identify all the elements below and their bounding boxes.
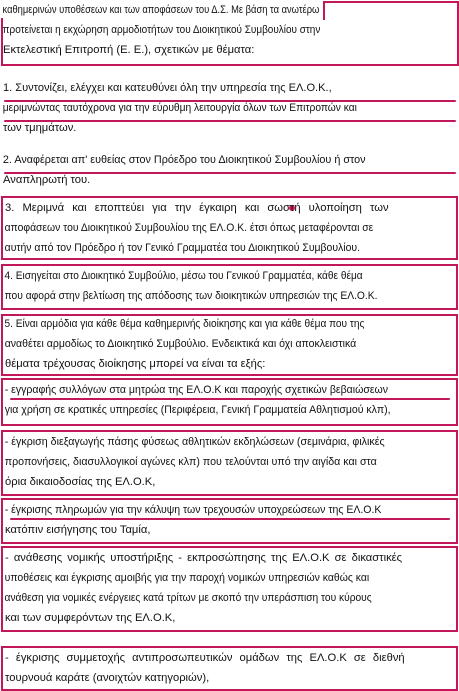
text-line: αυτήν από τον Πρόεδρο ή τον Γενικό Γραμματέα του Διοικητικού Συμβουλίου. (4, 242, 360, 254)
text-line: που αφορά στην βελτίωση της απόδοσης των διοικητικών υπηρεσιών της ΕΛ.Ο.Κ. (4, 290, 378, 302)
text-line: όρια δικαιοδοσίας της ΕΛ.Ο.Κ, (5, 476, 156, 488)
text-line: ανάθεση για νομικές ενέργειες κατά τρίτων με σκοπό την υπεράσπιση του κύρους (4, 592, 372, 604)
text-line: καθημερινών υποθέσεων και των αποφάσεων του Δ.Σ. Με βάση τα ανωτέρω (2, 4, 320, 16)
text-line: Αναπληρωτή του. (3, 174, 91, 186)
text-line: μεριμνώντας ταυτόχρονα για την εύρυθμη λειτουργία όλων των Επιτροπών και (2, 102, 357, 114)
text-line: 1. Συντονίζει, ελέγχει και κατευθύνει όλη την υπηρεσία της ΕΛ.Ο.Κ., (2, 82, 332, 94)
text-line: - έγκρισης συμμετοχής αντιπροσωπευτικών ομάδων της ΕΛ.Ο.Κ σε διεθνή (5, 652, 405, 664)
text-line: κατόπιν εισήγησης του Ταμία, (5, 524, 151, 536)
text-line: 4. Εισηγείται στο Διοικητικό Συμβούλιο, μέσω του Γενικού Γραμματέα, κάθε θέμα (4, 270, 363, 282)
text-line: 2. Αναφέρεται απ' ευθείας στον Πρόεδρο του Διοικητικού Συμβουλίου ή στον (2, 154, 366, 166)
text-line: - ανάθεσης νομικής υποστήριξης - εκπροσώπησης της ΕΛ.Ο.Κ σε δικαστικές (5, 552, 403, 564)
text-line: προπονήσεις, διασυλλογικοί αγώνες κλπ) που τελούνται υπό την αιγίδα και στα (4, 456, 377, 468)
text-line: 5. Είναι αρμόδια για κάθε θέμα καθημερινής διοίκησης και για κάθε θέμα που της (4, 318, 365, 330)
text-line: αναθέτει αρμοδίως το Διοικητικό Συμβούλιο. Ενδεικτικά και όχι αποκλειστικά (4, 338, 357, 350)
text-line: - έγκρισης πληρωμών για την κάλυψη των τρεχουσών υποχρεώσεων της ΕΛ.Ο.Κ (4, 504, 382, 516)
text-line: - έγκριση διεξαγωγής πάσης φύσεως αθλητικών εκδηλώσεων (σεμινάρια, φιλικές (4, 436, 385, 448)
text-line: υποθέσεις και έγκρισης αμοιβής για την παροχή νομικών υπηρεσιών καθώς και (4, 572, 370, 584)
text-line: τουρνουά καράτε (ανοιχτών κατηγοριών), (5, 672, 210, 684)
text-line: θέματα τρέχουσας διοίκησης μπορεί να είναι τα εξής: (5, 358, 266, 370)
text-line: προτείνεται η εκχώρηση αρμοδιοτήτων του Διοικητικού Συμβουλίου στην (2, 24, 321, 36)
text-line: αποφάσεων του Διοικητικού Συμβουλίου της ΕΛ.Ο.Κ. έτσι όπως μεταφέρονται σε (4, 222, 374, 234)
text-line: για χρήση σε κρατικές υπηρεσίες (Περιφέρεια, Γενική Γραμματεία Αθλητισμού κλπ), (4, 404, 391, 416)
text-line: των τμημάτων. (3, 122, 77, 134)
text-line: 3. Μεριμνά και εποπτεύει για την έγκαιρη και σωστή υλοποίηση των (5, 202, 389, 214)
text-line: Εκτελεστική Επιτροπή (Ε. Ε.), σχετικών με θέματα: (3, 44, 255, 56)
text-line: - εγγραφής συλλόγων στα μητρώα της ΕΛ.Ο.Κ και παροχής σχετικών βεβαιώσεων (4, 384, 389, 396)
text-line: και των συμφερόντων της ΕΛ.Ο.Κ, (5, 612, 176, 624)
